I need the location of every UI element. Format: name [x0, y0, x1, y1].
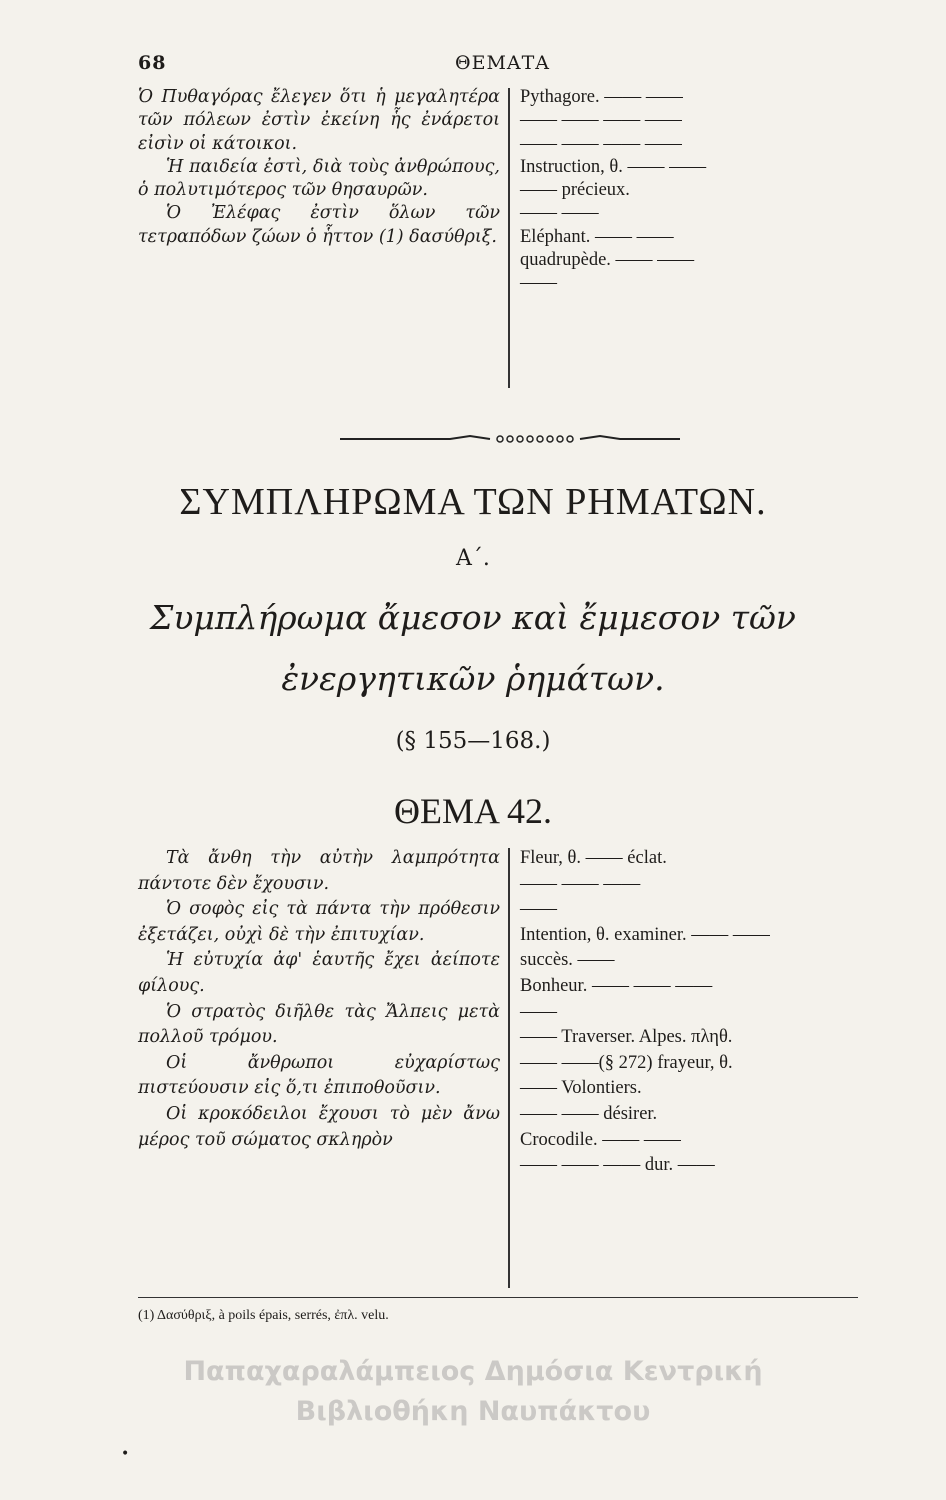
greek-sentence: Ὁ Ἐλέφας ἐστὶν ὅλων τῶν τετραπόδων ζώων ὁ ἧττον (1) δασύθριξ. — [138, 203, 500, 247]
vocab-line: Eléphant. —— —— — [520, 226, 674, 247]
greek-sentence: Τὰ ἄνθη τὴν αὐτὴν λαμπρότητα πάντοτε δὲν ἔχουσιν. — [138, 848, 500, 894]
vocab-line: —— précieux. — [520, 180, 630, 201]
ornamental-rule — [340, 432, 680, 446]
vocab-line: Crocodile. —— —— — [520, 1129, 681, 1150]
footnote: (1) Δασύθριξ, à poils épais, serrés, ἐπλ. velu. — [138, 1308, 389, 1323]
library-watermark-line-1: Παπαχαραλάμπειος Δημόσια Κεντρική — [183, 1356, 763, 1387]
section2-french-vocabulary — [520, 846, 820, 1179]
vocab-line: Pythagore. —— —— — [520, 87, 683, 107]
greek-sentence: Οἱ κροκόδειλοι ἔχουσι τὸ μὲν ἄνω μέρος τοῦ σώματος σκληρὸν — [138, 1103, 500, 1150]
vocab-line: —— — [520, 1001, 557, 1022]
running-head: ΘΕΜΑΤΑ — [455, 52, 551, 74]
vocab-line: Intention, θ. examiner. —— —— — [520, 924, 770, 945]
theme-heading: ΘΕΜΑ 42. — [393, 791, 552, 831]
greek-sentence: Ἡ εὐτυχία ἀφ' ἑαυτῆς ἔχει ἀείποτε φίλους. — [138, 950, 500, 996]
section2-greek-text — [138, 846, 500, 1153]
vocab-line: —— —— —— —— — [520, 110, 682, 131]
vocab-line: —— —— —— —— — [520, 133, 682, 154]
vocab-line: succès. —— — [520, 950, 615, 971]
vocab-line: —— —— — [520, 203, 599, 224]
section1-greek-text — [138, 86, 500, 249]
vocab-line: —— Traverser. Alpes. πληθ. — [520, 1027, 733, 1048]
vocab-line: —— — [520, 899, 557, 920]
vocab-line: Bonheur. —— —— —— — [520, 975, 713, 996]
greek-sentence: Ὁ στρατὸς διῆλθε τὰς Ἄλπεις μετὰ πολλοῦ τρόμου. — [138, 1001, 500, 1048]
column-divider — [508, 848, 510, 1288]
subtitle-line-1: Συμπλήρωμα ἄμεσον καὶ ἔμμεσον τῶν — [150, 598, 796, 637]
page-number: 68 — [138, 52, 167, 74]
greek-sentence: Οἱ ἄνθρωποι εὐχαρίστως πιστεύουσιν εἰς ὅ,τι ἐπιποθοῦσιν. — [138, 1052, 500, 1099]
section1-french-vocabulary — [520, 86, 820, 296]
part-label: Α΄. — [456, 546, 490, 571]
paragraph-reference: (§ 155—168.) — [395, 728, 551, 754]
subtitle-line-2: ἐνεργητικῶν ῥημάτων. — [281, 659, 665, 698]
vocab-line: —— —— —— — [520, 873, 641, 894]
greek-sentence: Ὁ Πυθαγόρας ἔλεγεν ὅτι ἡ μεγαλητέρα τῶν πόλεων ἐστὶν ἐκείνη ἧς ἐνάρετοι εἰσὶν οἱ κάτοικοι. — [138, 87, 500, 154]
vocab-line: —— —— —— dur. —— — [520, 1155, 715, 1176]
margin-mark: • — [121, 1446, 130, 1462]
footnote-rule — [138, 1297, 858, 1298]
vocab-line: —— ——(§ 272) frayeur, θ. — [520, 1052, 733, 1073]
greek-sentence: Ὁ σοφὸς εἰς τὰ πάντα τὴν πρόθεσιν ἐξετάζει, οὐχὶ δὲ τὴν ἐπιτυχίαν. — [138, 899, 500, 945]
vocab-line: Fleur, θ. —— éclat. — [520, 848, 667, 868]
library-watermark-line-2: Βιβλιοθήκη Ναυπάκτου — [295, 1396, 651, 1427]
column-divider — [508, 88, 510, 388]
greek-sentence: Ἡ παιδεία ἐστὶ, διὰ τοὺς ἀνθρώπους, ὁ πολυτιμότερος τῶν θησαυρῶν. — [138, 156, 500, 201]
vocab-line: —— — [520, 273, 557, 294]
vocab-line: —— Volontiers. — [520, 1078, 642, 1099]
vocab-line: —— —— désirer. — [520, 1103, 658, 1124]
section-title: ΣΥΜΠΛΗΡΩΜΑ ΤΩΝ ΡΗΜΑΤΩΝ. — [179, 481, 767, 523]
vocab-line: quadrupède. —— —— — [520, 250, 695, 271]
vocab-line: Instruction, θ. —— —— — [520, 156, 707, 177]
